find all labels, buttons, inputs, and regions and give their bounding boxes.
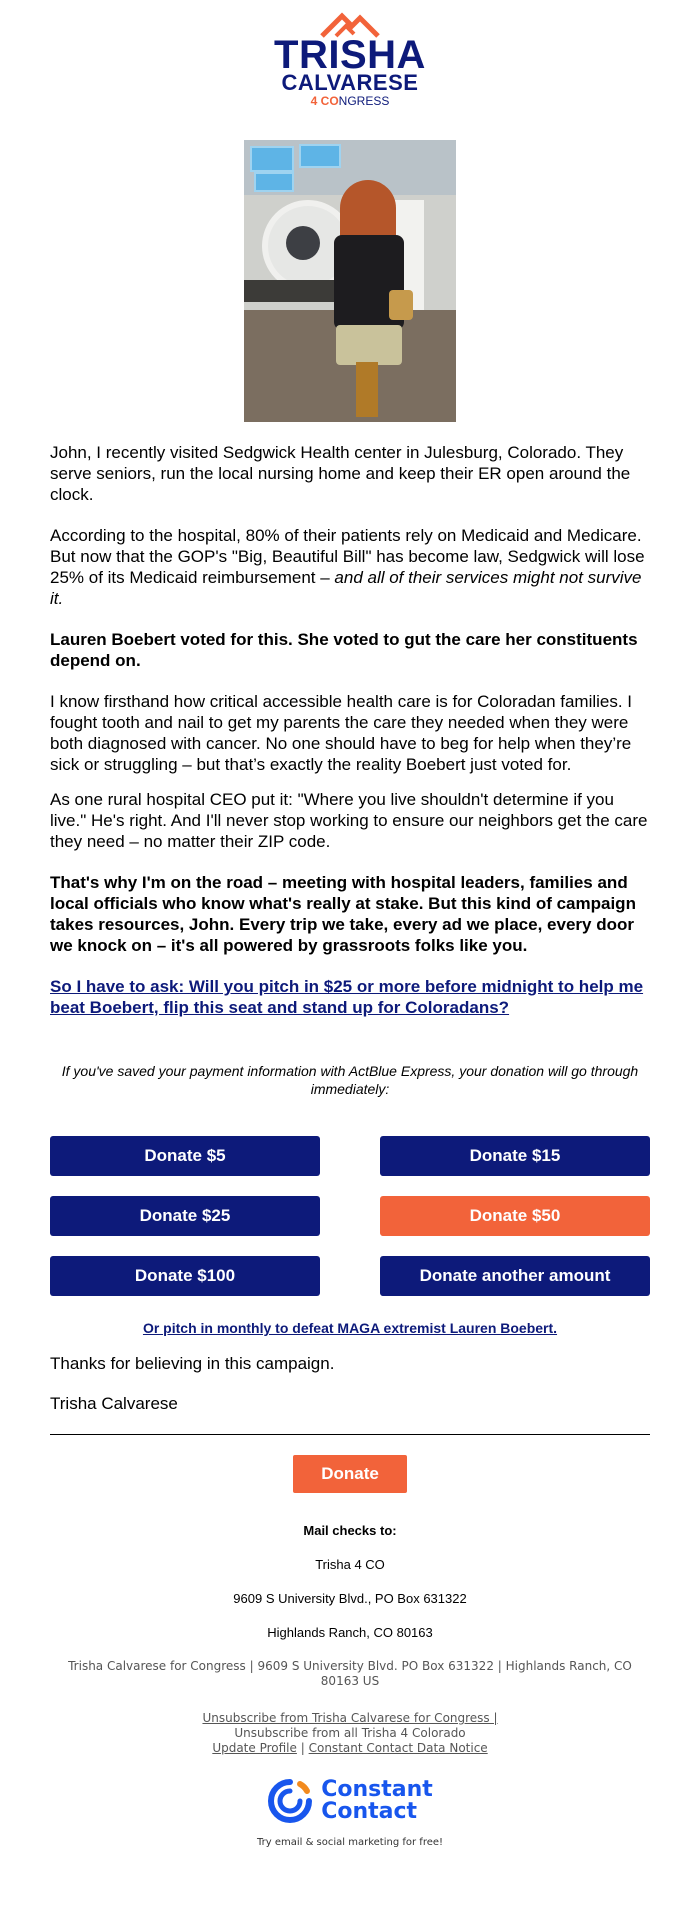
donate-button[interactable]: Donate: [293, 1455, 407, 1493]
closing-thanks: Thanks for believing in this campaign.: [50, 1354, 335, 1373]
signature: Trisha Calvarese: [50, 1394, 178, 1413]
unsubscribe-all-link[interactable]: Unsubscribe from all Trisha 4 Colorado: [234, 1726, 466, 1740]
monthly-donation-link[interactable]: Or pitch in monthly to defeat MAGA extremist Lauren Boebert.: [142, 1320, 558, 1336]
logo-line-1: TRISHA: [274, 33, 426, 77]
donate-100-button[interactable]: Donate $100: [50, 1256, 320, 1296]
logo-accent: 4 CO: [310, 94, 339, 108]
divider: [50, 1434, 650, 1435]
paragraph-hospital-text: According to the hospital, 80% of their patients rely on Medicaid and Medicare. But now that the GOP's "Big, Beautiful Bill" has become law, Sedgwick will lose 25% of its Medicaid reimbursement –: [50, 526, 645, 587]
paragraph-ceo-quote: As one rural hospital CEO put it: "Where you live shouldn't determine if you live." He's right. And I'll never stop working to ensure our neighbors get the care they need – no matter their ZIP code.: [50, 790, 648, 851]
footer-separator: |: [300, 1741, 305, 1755]
donate-25-button[interactable]: Donate $25: [50, 1196, 320, 1236]
unsubscribe-campaign-link[interactable]: Unsubscribe from Trisha Calvarese for Congress |: [202, 1711, 498, 1725]
mail-heading: Mail checks to:: [303, 1523, 397, 1538]
cc-word-2: Contact: [321, 1799, 418, 1824]
data-notice-link[interactable]: Constant Contact Data Notice: [308, 1741, 488, 1755]
paragraph-intro: John, I recently visited Sedgwick Health center in Julesburg, Colorado. They serve seniors, run the local nursing home and keep their ER open around the clock.: [50, 443, 631, 504]
donate-5-button[interactable]: Donate $5: [50, 1136, 320, 1176]
mail-line-2: 9609 S University Blvd., PO Box 631322: [233, 1591, 467, 1606]
donate-button-grid: [50, 1136, 650, 1296]
donate-15-button[interactable]: Donate $15: [380, 1136, 650, 1176]
mail-checks-section: [50, 1523, 650, 1641]
footer-address: Trisha Calvarese for Congress | 9609 S University Blvd. PO Box 631322 | Highlands Ranch, CO 80163 US: [68, 1659, 632, 1688]
hospital-visit-photo: [244, 140, 456, 422]
paragraph-on-the-road: That's why I'm on the road – meeting with hospital leaders, families and local officials who know what's really at stake. But this kind of campaign takes resources, John. Every trip we take, every ad we place, every door we knock on – it's all powered by grassroots folks like you.: [50, 873, 636, 955]
footer-links: [50, 1711, 650, 1756]
paragraph-hospital-italic: and all of their services might not survive it.: [50, 568, 642, 608]
paragraph-firsthand: I know firsthand how critical accessible health care is for Coloradan families. I fought tooth and nail to get my parents the care they needed when they were both diagnosed with cancer. No one should have to beg for help when they’re sick or struggling – but that’s exactly the reality Boebert just voted for.: [50, 692, 633, 774]
donation-ask-link[interactable]: So I have to ask: Will you pitch in $25 or more before midnight to help me beat Boebert, flip this seat and stand up for Coloradans?: [50, 977, 644, 1017]
mail-line-3: Highlands Ranch, CO 80163: [267, 1625, 433, 1640]
campaign-logo: [50, 0, 650, 110]
paragraph-hospital: [50, 525, 650, 609]
constant-contact-wordmark: [321, 1779, 433, 1823]
actblue-note: If you've saved your payment information with ActBlue Express, your donation will go through immediately:: [61, 1063, 639, 1097]
cc-tagline: Try email & social marketing for free!: [256, 1837, 444, 1848]
constant-contact-logo-icon: [267, 1778, 313, 1824]
logo-line-2: CALVARESE: [281, 70, 419, 95]
constant-contact-badge[interactable]: [50, 1778, 650, 1858]
logo-rest: NGRESS: [338, 94, 390, 108]
email-footer: [50, 1659, 650, 1756]
donate-other-amount-button[interactable]: Donate another amount: [380, 1256, 650, 1296]
update-profile-link[interactable]: Update Profile: [212, 1741, 297, 1755]
mail-line-1: Trisha 4 CO: [315, 1557, 385, 1572]
logo-line-3: [50, 94, 650, 108]
paragraph-boebert-vote: Lauren Boebert voted for this. She voted to gut the care her constituents depend on.: [50, 630, 638, 670]
cc-word-1: Constant: [321, 1777, 433, 1802]
donate-50-button[interactable]: Donate $50: [380, 1196, 650, 1236]
